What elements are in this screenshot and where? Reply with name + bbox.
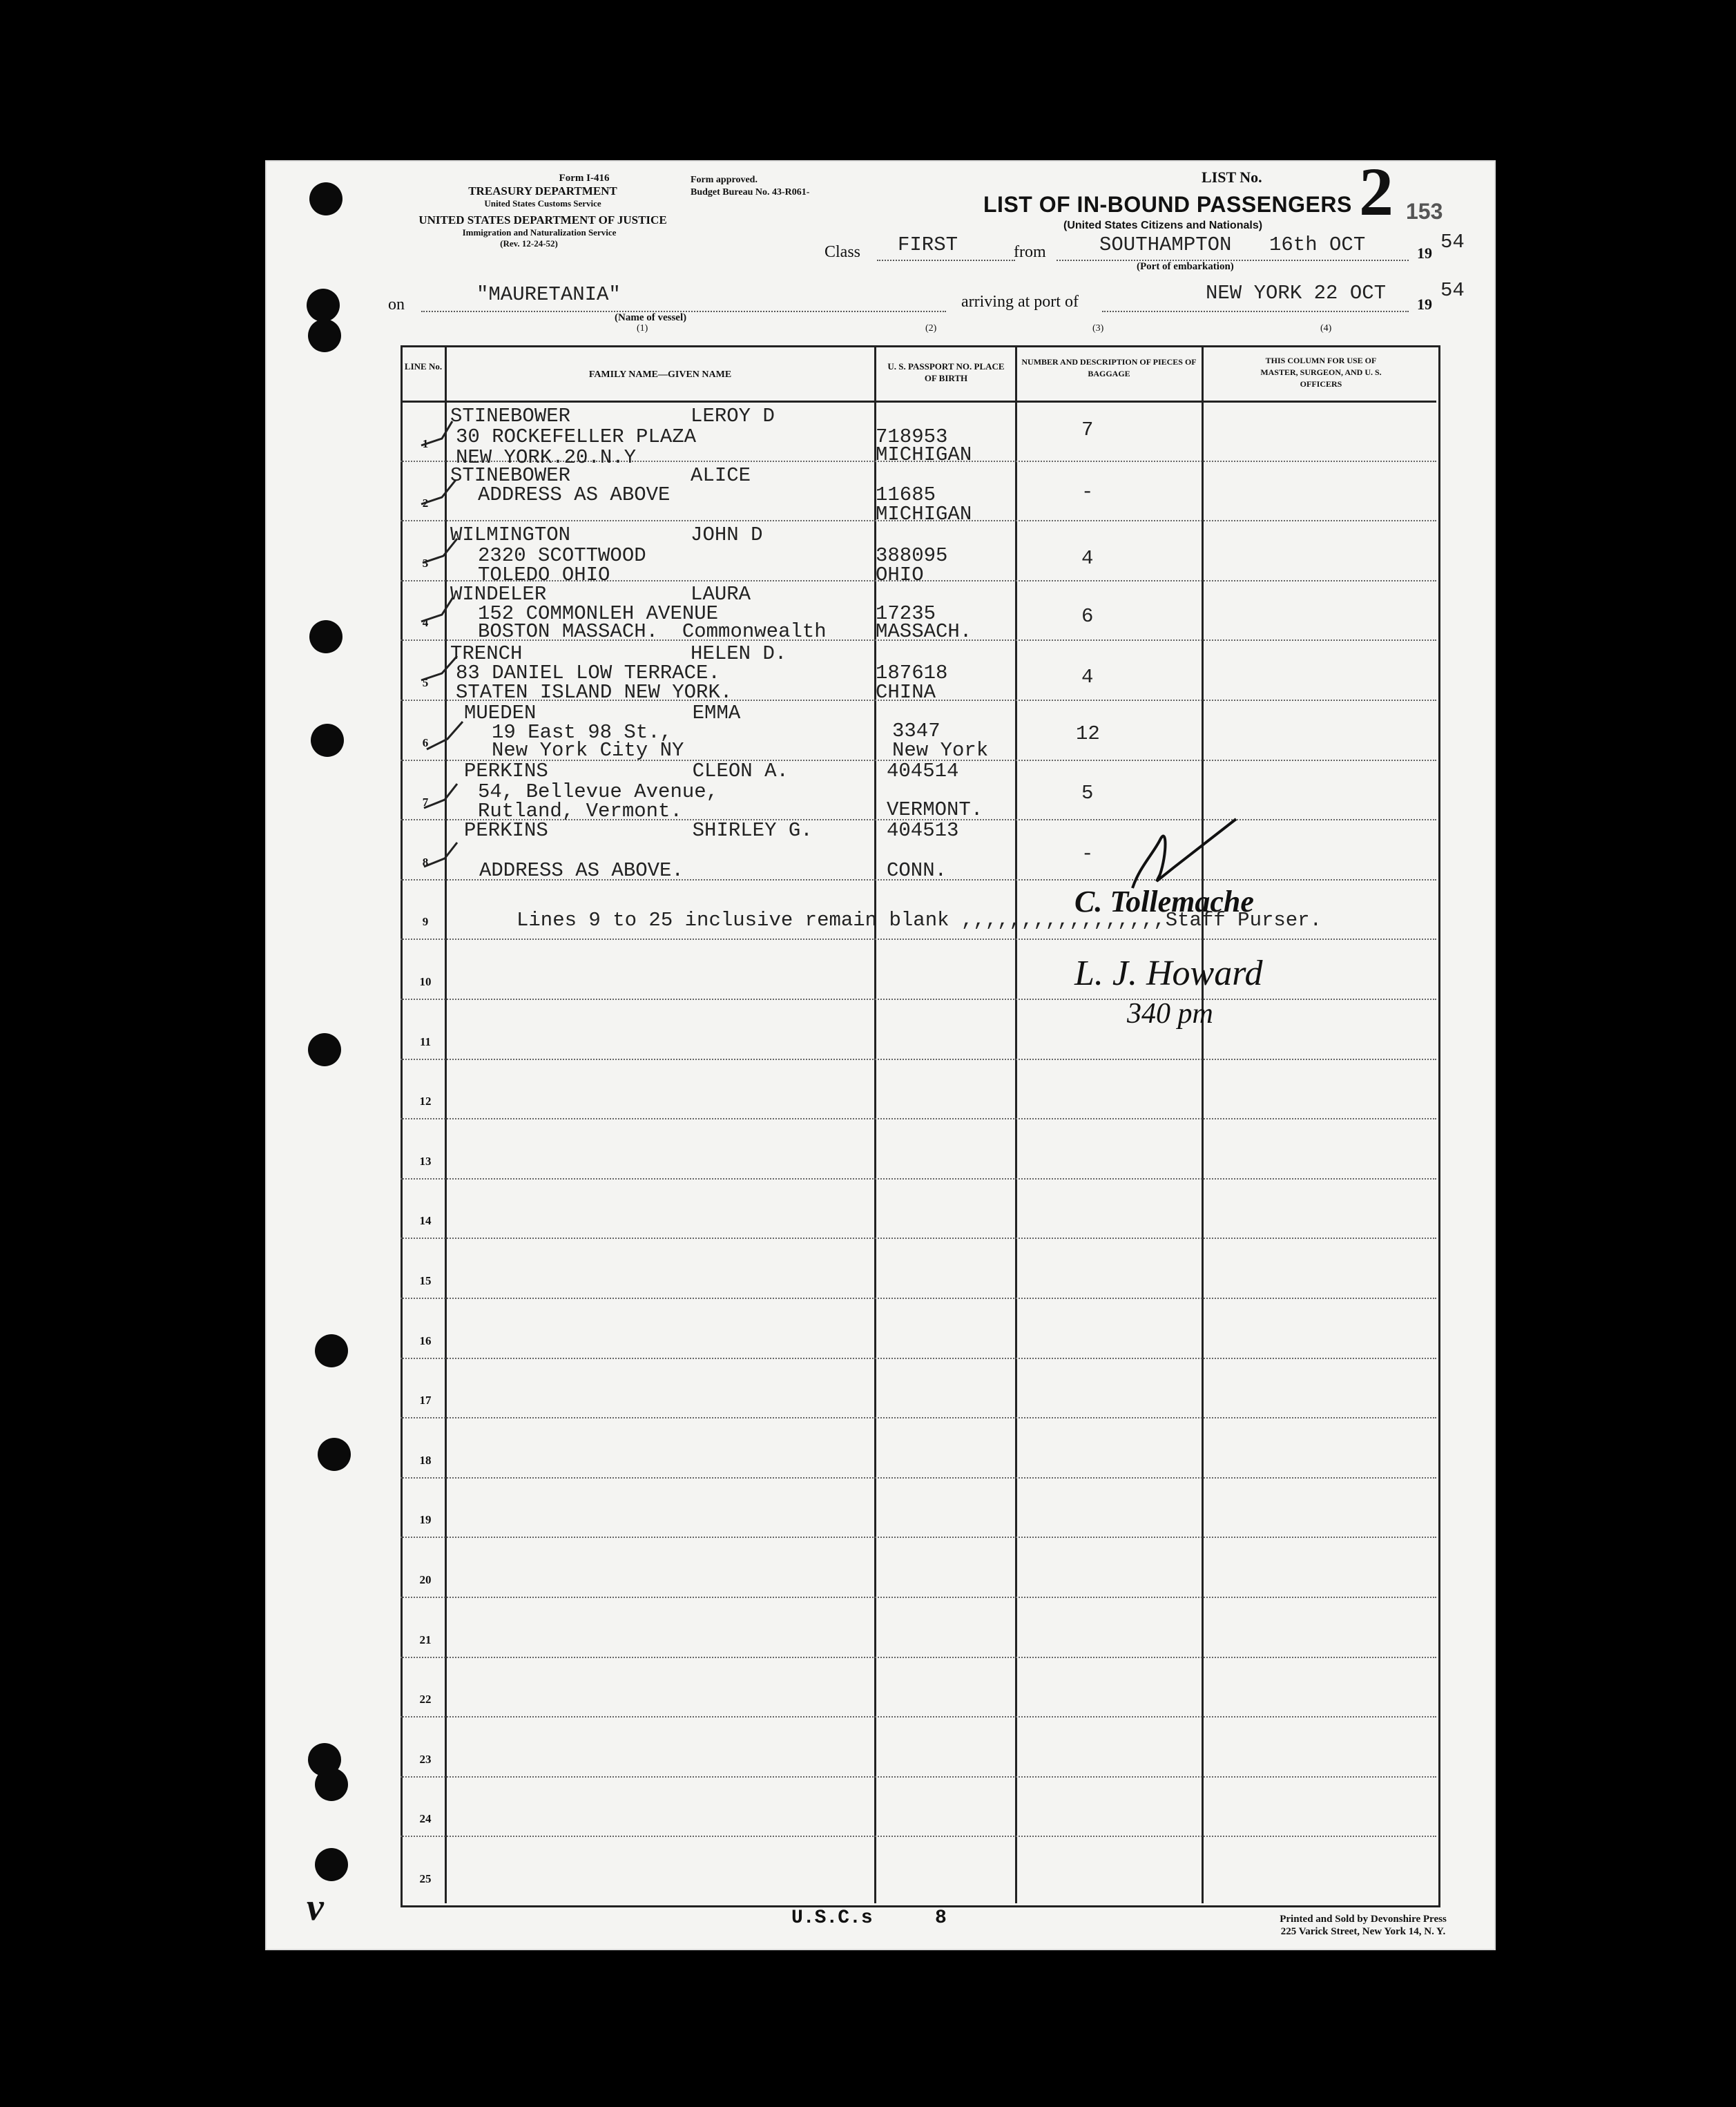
entry-birthplace: OHIO: [876, 564, 924, 586]
entry-address-1: 19 East 98 St.,: [492, 721, 673, 744]
rev-date: (Rev. 12-24-52): [500, 238, 558, 249]
vessel-name: "MAURETANIA": [476, 283, 621, 306]
col-header-line-no: LINE No.: [404, 361, 443, 372]
entry-baggage: 5: [1081, 782, 1094, 805]
year-value: 54: [1440, 231, 1465, 253]
entry-baggage: 6: [1081, 605, 1094, 628]
entry-address-1: 30 ROCKEFELLER PLAZA: [456, 425, 697, 448]
entry-name: PERKINS CLEON A.: [464, 760, 789, 782]
line-number: 19: [419, 1513, 432, 1526]
row-separator: [401, 1477, 1436, 1479]
row-separator: [401, 1597, 1436, 1598]
col-number-2: (2): [925, 323, 937, 334]
entry-baggage: 7: [1081, 418, 1094, 441]
entry-name: STINEBOWER LEROY D: [450, 405, 775, 427]
row-separator: [401, 1716, 1436, 1718]
line-number: 20: [419, 1573, 432, 1586]
entry-birthplace: New York: [892, 739, 989, 762]
row-separator: [401, 1657, 1436, 1658]
ins-label: Immigration and Naturalization Service: [462, 227, 617, 238]
row-separator: [401, 1059, 1436, 1060]
line-number: 15: [419, 1274, 432, 1287]
line-number: 8: [422, 856, 429, 869]
entry-address-2: Rutland, Vermont.: [478, 800, 682, 822]
line-number: 9: [422, 915, 429, 928]
year-prefix: 19: [1417, 244, 1432, 262]
entry-baggage: -: [1081, 843, 1094, 865]
entry-passport: 187618: [876, 662, 948, 684]
col-number-4: (4): [1320, 323, 1332, 334]
list-no-stamp: 153: [1406, 199, 1443, 224]
entry-baggage: 12: [1076, 722, 1100, 745]
budget-bureau: Budget Bureau No. 43-R061-: [691, 187, 810, 198]
entry-address-1: 152 COMMONLEH AVENUE: [478, 602, 719, 625]
from-value: SOUTHAMPTON: [1099, 233, 1232, 256]
binder-hole: [315, 1848, 348, 1881]
arrival-port: NEW YORK 22 OCT: [1206, 282, 1387, 305]
entry-birthplace: CHINA: [876, 681, 936, 704]
from-date: 16th OCT: [1269, 233, 1366, 256]
entry-address-1: 54, Bellevue Avenue,: [478, 780, 719, 803]
entry-address-2: TOLEDO OHIO: [478, 564, 610, 586]
signature-time: 340 pm: [1127, 998, 1213, 1030]
binder-hole: [318, 1438, 351, 1471]
footer-page-number: 8: [935, 1907, 947, 1929]
col-number-3: (3): [1092, 323, 1104, 334]
page-title: LIST OF IN-BOUND PASSENGERS: [983, 192, 1352, 217]
entry-baggage: 4: [1081, 547, 1094, 570]
line-number: 21: [419, 1633, 432, 1646]
line-number: 22: [419, 1693, 432, 1706]
margin-mark: v: [307, 1886, 324, 1929]
treasury-dept: TREASURY DEPARTMENT: [468, 184, 617, 198]
entry-passport: 404514: [887, 760, 959, 782]
entry-birthplace: MASSACH.: [876, 620, 972, 643]
port-embark-caption: (Port of embarkation): [1137, 261, 1234, 272]
entry-passport: 3347: [892, 720, 941, 742]
line-number: 7: [422, 796, 429, 809]
customs-service: United States Customs Service: [484, 198, 601, 209]
entry-birthplace: MICHIGAN: [876, 503, 972, 526]
form-approved: Form approved.: [691, 175, 758, 185]
printer-line-2: 225 Varick Street, New York 14, N. Y.: [1280, 1926, 1446, 1937]
col-number-1: (1): [637, 323, 648, 334]
line-number: 14: [419, 1214, 432, 1227]
entry-passport: 388095: [876, 544, 948, 567]
footer-uscs: U.S.C.s: [791, 1907, 873, 1929]
col-header-baggage: NUMBER AND DESCRIPTION OF PIECES OF BAGGAGE: [1021, 357, 1197, 378]
entry-baggage: -: [1081, 481, 1094, 503]
row-separator: [401, 1417, 1436, 1418]
list-no-label: LIST No.: [1202, 169, 1262, 186]
entry-passport: 11685: [876, 483, 936, 506]
dept-of-justice: UNITED STATES DEPARTMENT OF JUSTICE: [418, 213, 667, 227]
page-subtitle: (United States Citizens and Nationals): [1063, 220, 1263, 231]
entry-name: STINEBOWER ALICE: [450, 464, 751, 487]
class-value: FIRST: [898, 233, 958, 256]
binder-hole: [315, 1334, 348, 1367]
binder-hole: [311, 724, 344, 757]
entry-passport: 718953: [876, 425, 948, 448]
on-label: on: [388, 296, 405, 314]
binder-hole: [308, 319, 341, 352]
line-number: 13: [419, 1155, 432, 1168]
binder-hole: [307, 289, 340, 322]
entry-name: WILMINGTON JOHN D: [450, 523, 763, 546]
entry-birthplace: VERMONT.: [887, 798, 983, 821]
line-number: 11: [419, 1035, 432, 1048]
entry-name: TRENCH HELEN D.: [450, 642, 787, 665]
line-number: 17: [419, 1394, 432, 1407]
row-separator: [401, 1537, 1436, 1538]
entry-address-1: 83 DANIEL LOW TERRACE.: [456, 662, 720, 684]
line-number: 5: [422, 676, 429, 689]
entry-birthplace: MICHIGAN: [876, 443, 972, 466]
entry-address-2: NEW YORK.20.N.Y: [456, 446, 637, 469]
line-number: 12: [419, 1095, 432, 1108]
line-number: 25: [419, 1872, 432, 1885]
row-separator: [401, 939, 1436, 940]
entry-birthplace: CONN.: [887, 859, 947, 882]
check-marks: [414, 414, 470, 884]
row-separator: [401, 1238, 1436, 1239]
row-separator: [401, 1298, 1436, 1299]
arrival-year-prefix: 19: [1417, 296, 1432, 313]
line-number: 1: [422, 437, 429, 450]
col-header-passport: U. S. PASSPORT NO. PLACE OF BIRTH: [887, 361, 1005, 383]
entry-name: PERKINS SHIRLEY G.: [464, 819, 813, 842]
entry-address-2: STATEN ISLAND NEW YORK.: [456, 681, 733, 704]
line-number: 18: [419, 1454, 432, 1467]
row-separator: [401, 999, 1436, 1000]
class-label: Class: [824, 243, 861, 261]
list-no-handwritten: 2: [1359, 153, 1393, 230]
entry-address-2: BOSTON MASSACH. Commonwealth: [478, 620, 827, 643]
row-separator: [401, 1358, 1436, 1359]
blank-lines-note: Lines 9 to 25 inclusive remain blank ,,,,,,,,,,,,,,,,,Staff Purser.: [517, 909, 1322, 932]
col-header-officers: THIS COLUMN FOR USE OF MASTER, SURGEON, AND U. S. OFFICERS: [1260, 356, 1382, 389]
binder-hole: [315, 1768, 348, 1801]
entry-baggage: 4: [1081, 666, 1094, 689]
entry-address-2: New York City NY: [492, 739, 684, 762]
entry-address-1: ADDRESS AS ABOVE: [478, 483, 671, 506]
officer-signature: L. J. Howard: [1074, 954, 1263, 993]
binder-hole: [308, 1033, 341, 1066]
row-separator: [401, 1178, 1436, 1180]
printer-line-1: Printed and Sold by Devonshire Press: [1280, 1914, 1447, 1925]
line-number: 3: [422, 557, 429, 570]
entry-name: WINDELER LAURA: [450, 583, 751, 606]
binder-hole: [309, 620, 343, 653]
entry-address-2: ADDRESS AS ABOVE.: [479, 859, 684, 882]
line-number: 10: [419, 975, 432, 988]
line-number: 24: [419, 1812, 432, 1825]
line-number: 23: [419, 1753, 432, 1766]
arriving-label: arriving at port of: [961, 293, 1079, 311]
purser-signature: C. Tollemache: [1074, 885, 1254, 918]
line-number: 16: [419, 1334, 432, 1347]
vessel-caption: (Name of vessel): [615, 312, 687, 323]
entry-address-1: 2320 SCOTTWOOD: [478, 544, 646, 567]
col-header-name: FAMILY NAME—GIVEN NAME: [588, 369, 732, 380]
arrival-year: 54: [1440, 279, 1465, 302]
entry-name: MUEDEN EMMA: [464, 702, 741, 724]
line-number: 4: [422, 616, 429, 629]
form-number: Form I-416: [559, 173, 610, 184]
line-number: 2: [422, 497, 429, 510]
entry-passport: 17235: [876, 602, 936, 625]
from-label: from: [1014, 243, 1046, 261]
row-separator: [401, 1776, 1436, 1778]
entry-passport: 404513: [887, 819, 959, 842]
binder-hole: [309, 182, 343, 215]
row-separator: [401, 1118, 1436, 1119]
row-separator: [401, 1836, 1436, 1837]
line-number: 6: [422, 736, 429, 749]
